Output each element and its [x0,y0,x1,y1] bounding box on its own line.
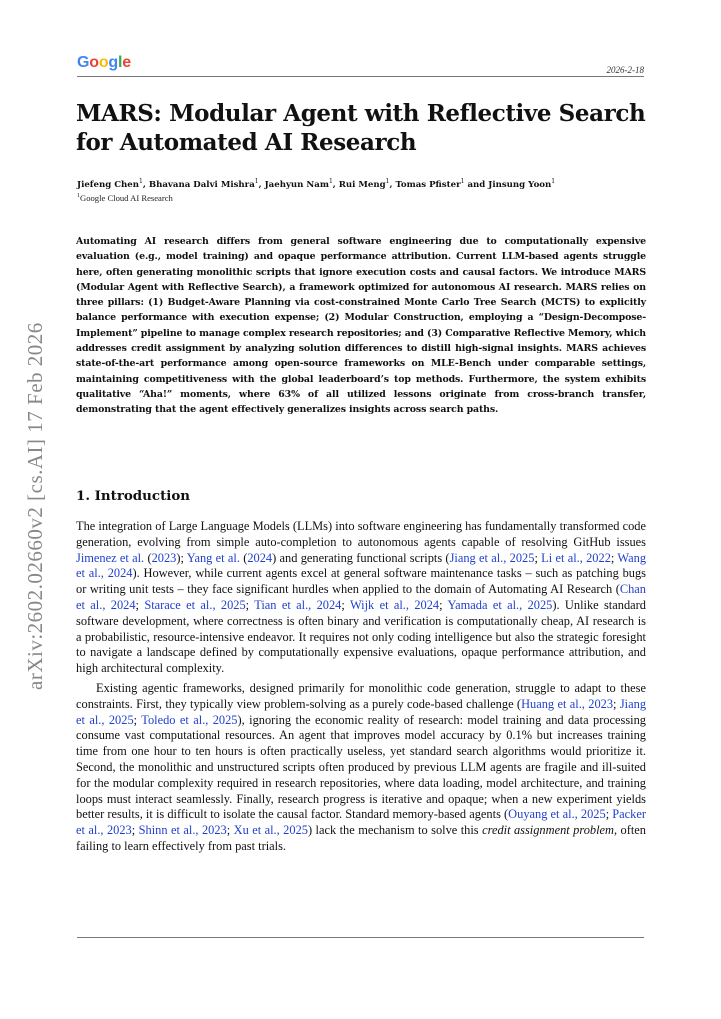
text-run: ; [605,807,613,822]
affil-mark: 1 [77,193,80,200]
text-run: ), ignoring the economic reality of research: model training and data processing consume vast computational resources. An agent that improves model accuracy by 0.1% but increases training time from one hour to ten hours is often practically useless, yet standard search algorithms would prioritize it. Second, the monolithic and unstructured scripts often produced by previous LLM agents are fragile and ill-suited for the modular complexity required in research repositories, where data loading, model architecture, and training loops must interact seamlessly. Finally, research progress is iterative and opaque; when a new experiment yields better results, it is difficult to isolate the causal factor. Standard memory-based agents ( [76,712,646,822]
citation-link[interactable]: Wang et al., 2024 [76,550,647,581]
author-separator: , [258,179,265,190]
citation-link[interactable]: Tian et al., 2024 [254,597,342,612]
citation-link[interactable]: Shinn et al., 2023 [138,823,227,838]
author-name: Bhavana Dalvi Mishra [148,179,255,190]
text-run: ; [131,823,139,838]
citation-link[interactable]: Li et al., 2022 [541,550,611,565]
logo-letter: o [98,54,109,71]
text-run: ); [176,550,187,565]
citation-link[interactable]: Chan et al., 2024 [76,582,646,612]
citation-link[interactable]: Jiang et al., 2025 [449,550,535,565]
text-run: The integration of Large Language Models (LLMs) into software engineering has fundamentally transformed code generation, evolving from simple auto-completion to autonomous agents capable of resolving GitHub issues [76,519,646,549]
emphasis-text: credit assignment problem [482,823,614,838]
text-run: ; [613,696,620,711]
author-separator: , [332,179,339,190]
author-separator: , [389,179,396,190]
author-separator: , [142,179,149,190]
text-run: Existing agentic frameworks, designed primarily for monolithic code generation, struggle to adapt to these constraints. First, they typically view problem-solving as a purely code-based challenge ( [76,680,646,711]
citation-link[interactable]: Wijk et al., 2024 [349,597,440,612]
text-run: ). Unlike standard software development, where correctness is often binary and verification is computationally cheap, AI research is a probabilistic, resource-intensive endeavor. It requires not only coding intelligence but also the strategic foresight to navigate a landscape defined by computationally expensive evaluations, opaque performance attribution, and high architectural complexity. [76,597,646,676]
text-run: ; [610,550,618,565]
logo-letter: l [117,54,123,71]
author-name: Jiefeng Chen [77,179,140,190]
logo-letter: e [122,54,131,71]
affiliation [77,193,173,203]
author-separator: and [464,179,489,190]
author-affil-mark: 1 [254,178,259,185]
citation-link[interactable]: Huang et al., 2023 [521,696,614,711]
citation-link[interactable]: Jiang et al., 2025 [76,696,647,727]
text-run: ; [135,597,145,612]
text-run: ) lack the mechanism to solve this [307,823,483,838]
logo-letter: o [89,54,99,71]
author-affil-mark: 1 [385,178,390,185]
citation-link[interactable]: Starace et al., 2025 [144,597,246,612]
citation-link[interactable]: Toledo et al., 2025 [141,712,238,727]
text-run: , often failing to learn effectively from past trials. [76,823,646,853]
text-run: ; [245,597,255,612]
author-affil-mark: 1 [551,178,556,185]
text-run: ; [226,823,234,838]
intro-paragraph-1 [76,519,646,677]
citation-link[interactable]: Yang et al. [186,550,240,565]
affil-text: Google Cloud AI Research [80,193,173,203]
citation-link[interactable]: 2024 [247,550,273,565]
google-logo [77,54,131,72]
citation-link[interactable]: Packer et al., 2023 [76,807,646,838]
header-date: 2026-2-18 [606,65,644,75]
paper-title: MARS: Modular Agent with Reflective Search for Automated AI Research [76,100,646,156]
citation-link[interactable]: 2023 [151,550,177,565]
citation-link[interactable]: Xu et al., 2025 [233,823,308,838]
author-affil-mark: 1 [139,178,143,185]
author-list [77,178,555,190]
abstract: Automating AI research differs from general software engineering due to computationally expensive evaluation (e.g., model training) and opaque performance attribution. Current LLM-based agents struggle here, often generating monolithic scripts that ignore execution costs and causal factors. We introduce MARS (Modular Agent with Reflective Search), a framework optimized for autonomous AI research. MARS relies on three pillars: (1) Budget-Aware Planning via cost-constrained Monte Carlo Tree Search (MCTS) to explicitly balance performance with execution expense; (2) Modular Construction, employing a “Design-Decompose-Implement” pipeline to manage complex research repositories; and (3) Comparative Reflective Memory, which addresses credit assignment by analyzing solution differences to distill high-signal insights. MARS achieves state-of-the-art performance among open-source frameworks on MLE-Bench under comparable settings, maintaining competitiveness with the global leaderboard’s top methods. Furthermore, the system exhibits qualitative “Aha!” moments, where 63% of all utilized lessons originate from cross-branch transfer, demonstrating that the agent effectively generalizes insights across search paths. [76,236,646,416]
footer-rule [77,937,644,938]
logo-letter: G [77,54,90,71]
citation-link[interactable]: Ouyang et al., 2025 [508,807,606,822]
author-affil-mark: 1 [460,178,465,185]
arxiv-stamp: arXiv:2602.02660v2 [cs.AI] 17 Feb 2026 [23,322,47,690]
text-run: ( [239,550,248,565]
text-run: ( [144,550,152,565]
header-rule [77,76,644,77]
logo-letter: g [108,54,118,71]
author-name: Tomas Pfister [395,179,461,190]
author-name: Jinsung Yoon [488,179,552,190]
text-run: ; [439,597,448,612]
intro-paragraph-2 [76,681,646,855]
text-run: ; [133,712,142,727]
introduction-body [76,519,646,855]
text-run: ). However, while current agents excel at general software maintenance tasks – such as patching bugs or writing unit tests – they face significant hurdles when applied to the domain of Automating AI Research ( [76,566,646,597]
text-run: ; [341,597,350,612]
text-run: ; [534,550,542,565]
author-name: Rui Meng [338,179,386,190]
section-heading: 1. Introduction [76,488,191,504]
citation-link[interactable]: Jimenez et al. [76,550,145,565]
author-affil-mark: 1 [328,178,333,185]
citation-link[interactable]: Yamada et al., 2025 [447,597,553,612]
author-name: Jaehyun Nam [264,179,329,190]
text-run: ) and generating functional scripts ( [272,550,450,565]
